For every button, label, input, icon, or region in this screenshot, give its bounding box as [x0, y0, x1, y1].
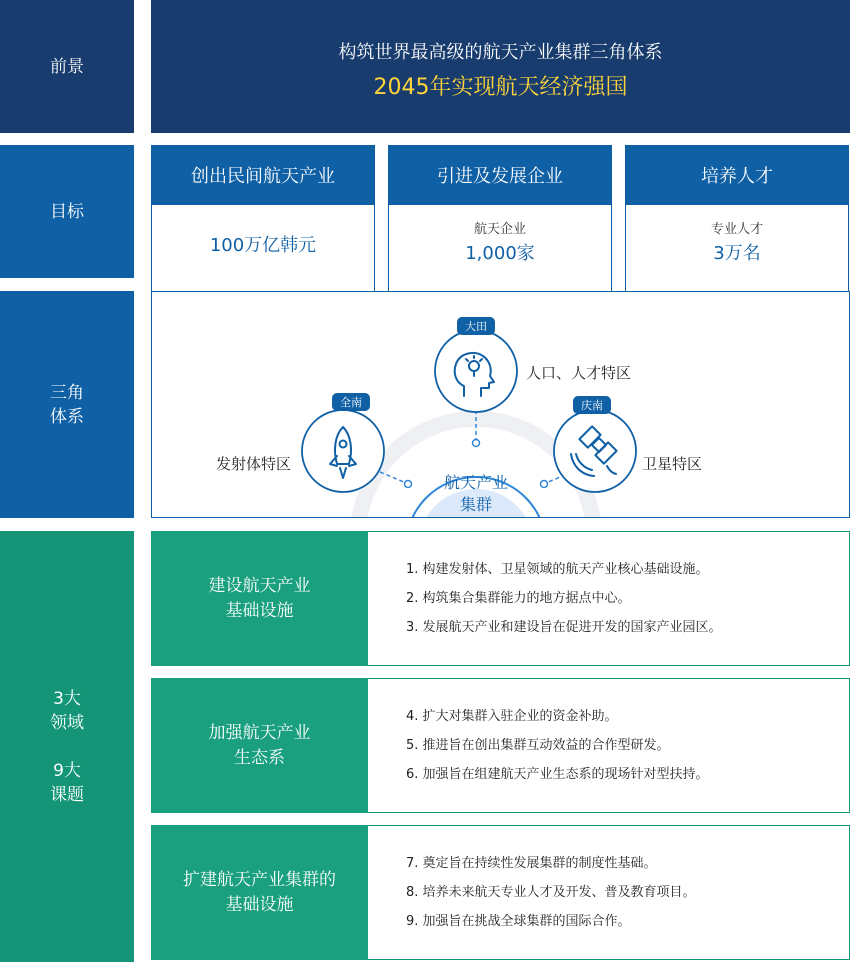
task-item: 3. 发展航天产业和建设旨在促进开发的国家产业园区。 — [406, 620, 722, 635]
goal-value: 100万亿韩元 — [209, 235, 317, 256]
task-item: 8. 培养未来航天专业人才及开发、普及教育项目。 — [406, 885, 696, 900]
goal-body — [388, 204, 612, 293]
task-item: 9. 加强旨在挑战全球集群的国际合作。 — [406, 914, 631, 929]
center-label: 航天产业 集群 — [443, 473, 508, 514]
connector-dot — [473, 440, 480, 447]
goal-card — [151, 145, 375, 278]
field-title: 扩建航天产业集群的 基础设施 — [151, 825, 368, 960]
goal-title: 培养人才 — [625, 145, 849, 204]
region-badge: 大田 — [457, 317, 495, 335]
task-item: 7. 奠定旨在持续性发展集群的制度性基础。 — [406, 856, 657, 871]
goal-value: 1,000家 — [465, 243, 535, 264]
row-label-fields: 3大 领域 9大 课题 — [0, 531, 134, 962]
goal-card — [388, 145, 612, 278]
field-items — [368, 825, 850, 960]
task-item: 4. 扩大对集群入驻企业的资金补助。 — [406, 709, 618, 724]
field-row — [151, 825, 850, 960]
connector-dot — [541, 481, 548, 488]
goal-title: 引进及发展企业 — [388, 145, 612, 204]
row-label-goals: 目标 — [0, 145, 134, 278]
row-label-vision: 前景 — [0, 0, 134, 133]
goal-card — [625, 145, 849, 278]
task-item: 2. 构筑集合集群能力的地方据点中心。 — [406, 591, 631, 606]
field-items — [368, 531, 850, 666]
task-item: 6. 加强旨在组建航天产业生态系的现场针对型扶持。 — [406, 767, 709, 782]
field-items — [368, 678, 850, 813]
connector-dot — [405, 481, 412, 488]
region-badge: 全南 — [332, 393, 370, 411]
field-title: 建设航天产业 基础设施 — [151, 531, 368, 666]
task-item: 1. 构建发射体、卫星领域的航天产业核心基础设施。 — [406, 562, 709, 577]
node-circle-jeonnam — [302, 410, 384, 492]
field-row — [151, 531, 850, 666]
node-circle-gyeongnam — [554, 410, 636, 492]
field-row — [151, 678, 850, 813]
vision-panel — [151, 0, 850, 133]
node-label-gyeongnam: 卫星特区 — [642, 455, 703, 473]
task-item: 5. 推进旨在创出集群互动效益的合作型研发。 — [406, 738, 670, 753]
goal-subtitle: 专业人才 — [710, 222, 763, 237]
node-label-jeonnam: 发射体特区 — [216, 455, 292, 473]
goal-value: 3万名 — [713, 243, 761, 264]
goal-title: 创出民间航天产业 — [151, 145, 375, 204]
vision-statement: 构筑世界最高级的航天产业集群三角体系 — [338, 42, 663, 63]
vision-target: 2045年实现航天经济强国 — [373, 75, 628, 100]
field-title: 加强航天产业 生态系 — [151, 678, 368, 813]
goal-subtitle: 航天企业 — [473, 222, 526, 237]
row-label-triangle: 三角 体系 — [0, 291, 134, 518]
triangle-panel — [151, 291, 850, 518]
goal-body — [625, 204, 849, 293]
node-label-daejeon: 人口、人才特区 — [526, 364, 632, 382]
region-badge: 庆南 — [573, 396, 611, 414]
